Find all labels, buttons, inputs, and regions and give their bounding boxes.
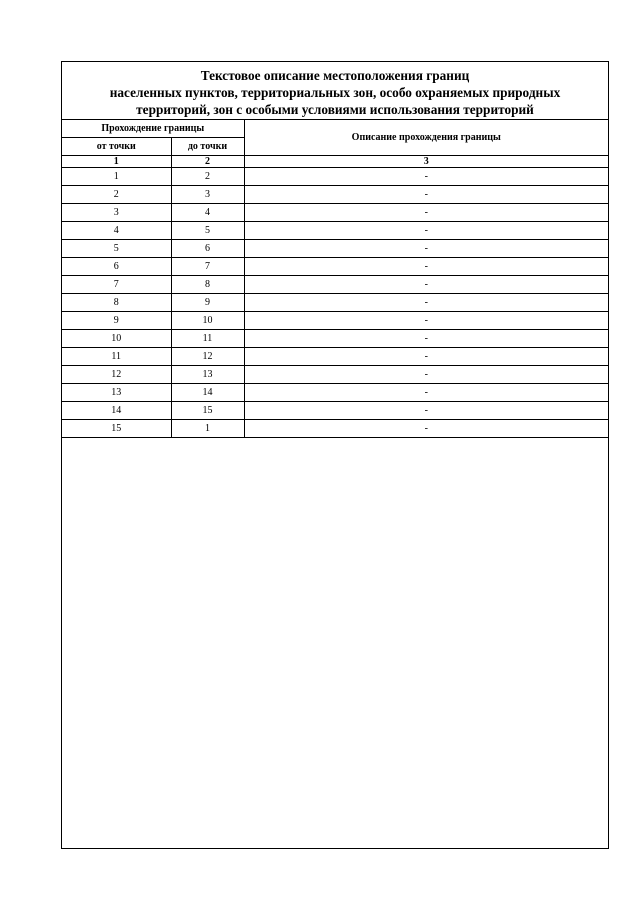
column-number: 2 xyxy=(171,156,244,168)
description-cell: - xyxy=(244,348,608,366)
from-point-cell: 9 xyxy=(62,312,171,330)
description-cell: - xyxy=(244,276,608,294)
table-row xyxy=(62,330,608,348)
from-point-cell: 6 xyxy=(62,258,171,276)
to-point-cell: 1 xyxy=(171,420,244,438)
from-point-cell: 3 xyxy=(62,204,171,222)
to-point-cell: 8 xyxy=(171,276,244,294)
column-number: 3 xyxy=(244,156,608,168)
table-row xyxy=(62,402,608,420)
from-point-cell: 10 xyxy=(62,330,171,348)
table-header xyxy=(62,120,608,168)
header-boundary-passage: Прохождение границы xyxy=(62,120,244,138)
table-row xyxy=(62,240,608,258)
description-cell: - xyxy=(244,312,608,330)
table-row xyxy=(62,258,608,276)
to-point-cell: 2 xyxy=(171,168,244,186)
to-point-cell: 9 xyxy=(171,294,244,312)
title-line-2: населенных пунктов, территориальных зон, особо охраняемых природных xyxy=(109,85,561,100)
table-row xyxy=(62,384,608,402)
table-row xyxy=(62,312,608,330)
to-point-cell: 14 xyxy=(171,384,244,402)
description-cell: - xyxy=(244,402,608,420)
from-point-cell: 8 xyxy=(62,294,171,312)
boundary-table xyxy=(62,120,608,438)
from-point-cell: 5 xyxy=(62,240,171,258)
to-point-cell: 12 xyxy=(171,348,244,366)
from-point-cell: 14 xyxy=(62,402,171,420)
description-cell: - xyxy=(244,240,608,258)
to-point-cell: 6 xyxy=(171,240,244,258)
description-cell: - xyxy=(244,294,608,312)
from-point-cell: 2 xyxy=(62,186,171,204)
table-body xyxy=(62,168,608,438)
to-point-cell: 13 xyxy=(171,366,244,384)
from-point-cell: 4 xyxy=(62,222,171,240)
table-row xyxy=(62,186,608,204)
from-point-cell: 11 xyxy=(62,348,171,366)
table-row xyxy=(62,222,608,240)
from-point-cell: 7 xyxy=(62,276,171,294)
to-point-cell: 10 xyxy=(171,312,244,330)
header-from-point: от точки xyxy=(62,138,171,156)
to-point-cell: 5 xyxy=(171,222,244,240)
description-cell: - xyxy=(244,366,608,384)
table-row xyxy=(62,348,608,366)
from-point-cell: 12 xyxy=(62,366,171,384)
to-point-cell: 15 xyxy=(171,402,244,420)
table-row xyxy=(62,420,608,438)
description-cell: - xyxy=(244,330,608,348)
description-cell: - xyxy=(244,186,608,204)
description-cell: - xyxy=(244,168,608,186)
from-point-cell: 1 xyxy=(62,168,171,186)
table-row xyxy=(62,168,608,186)
header-to-point: до точки xyxy=(171,138,244,156)
document-frame xyxy=(61,61,609,849)
to-point-cell: 4 xyxy=(171,204,244,222)
description-cell: - xyxy=(244,204,608,222)
table-row xyxy=(62,204,608,222)
description-cell: - xyxy=(244,222,608,240)
column-number: 1 xyxy=(62,156,171,168)
document-title xyxy=(62,62,608,120)
title-line-3: территорий, зон с особыми условиями использования территорий xyxy=(136,102,534,117)
to-point-cell: 7 xyxy=(171,258,244,276)
title-line-1: Текстовое описание местоположения границ xyxy=(200,68,470,83)
to-point-cell: 3 xyxy=(171,186,244,204)
to-point-cell: 11 xyxy=(171,330,244,348)
description-cell: - xyxy=(244,384,608,402)
table-row xyxy=(62,294,608,312)
description-cell: - xyxy=(244,420,608,438)
from-point-cell: 13 xyxy=(62,384,171,402)
from-point-cell: 15 xyxy=(62,420,171,438)
table-row xyxy=(62,276,608,294)
column-number-row xyxy=(62,156,608,168)
header-description: Описание прохождения границы xyxy=(244,120,608,156)
description-cell: - xyxy=(244,258,608,276)
table-row xyxy=(62,366,608,384)
